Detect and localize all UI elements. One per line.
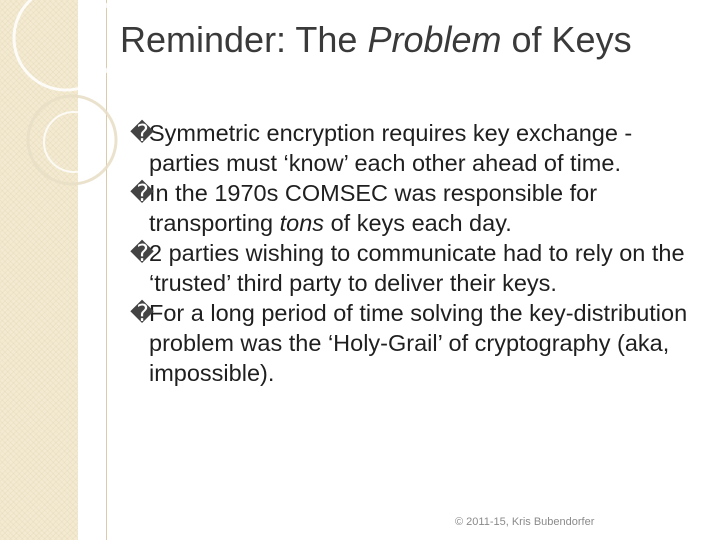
bullet-item xyxy=(130,298,695,388)
bullet-item xyxy=(130,118,695,178)
slide-title xyxy=(120,20,680,60)
bullet-text: Symmetric encryption requires key exchange - parties must ‘know’ each other ahead of time. xyxy=(149,120,633,176)
bullet-text: 2 parties wishing to communicate had to rely on the ‘trusted’ third party to deliver their keys. xyxy=(149,240,685,296)
bullet-item xyxy=(130,178,695,238)
bullet-text-italic: tons xyxy=(279,210,325,236)
decor-circle-large xyxy=(14,0,118,90)
title-text-italic: Problem xyxy=(367,19,502,60)
bullet-text-start: In the 1970s COMSEC was responsible for transporting xyxy=(149,180,598,236)
bullet-item xyxy=(130,238,695,298)
bullet-text-end: of keys each day. xyxy=(324,210,512,236)
bullet-icon: � xyxy=(130,240,155,266)
bullet-text: For a long period of time solving the key-distribution problem was the ‘Holy-Grail’ of cryptography (aka, impossible). xyxy=(149,300,688,386)
decor-circle-medium xyxy=(28,96,116,184)
copyright-footer: © 2011-15, Kris Bubendorfer xyxy=(455,516,595,528)
bullet-list xyxy=(130,118,695,388)
decor-circle-small xyxy=(44,112,104,172)
bullet-icon: � xyxy=(130,120,155,146)
bullet-icon: � xyxy=(130,300,155,326)
bullet-icon: � xyxy=(130,180,155,206)
title-text-end: of Keys xyxy=(501,19,632,60)
title-text-start: Reminder: The xyxy=(120,19,368,60)
